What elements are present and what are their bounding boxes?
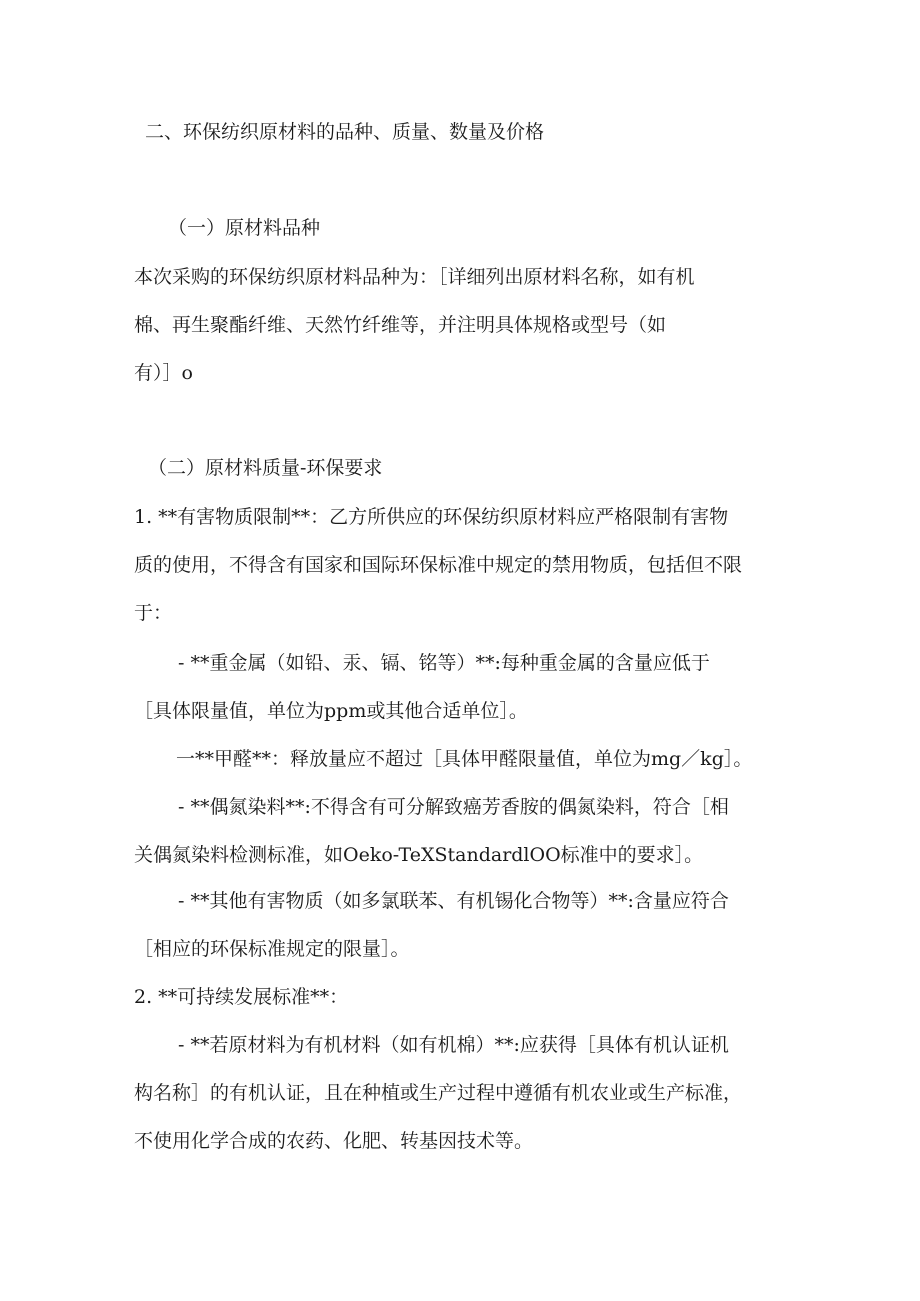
sub-item-line: ［相应的环保标准规定的限量］。 xyxy=(134,938,410,960)
sub-item-line: 不使用化学合成的农药、化肥、转基因技术等。 xyxy=(134,1130,534,1152)
list-item-line: 质的使用，不得含有国家和国际环保标准中规定的禁用物质，包括但不限 xyxy=(134,554,743,576)
sub-item-line: 一**甲醛**：释放量应不超过［具体甲醛限量值，单位为mg／kg］。 xyxy=(176,748,753,770)
sub-item-line: 关偶氮染料检测标准，如Oeko-TeXStandardlOO标准中的要求］。 xyxy=(134,844,704,866)
list-item-line: 1. **有害物质限制**：乙方所供应的环保纺织原材料应严格限制有害物 xyxy=(134,506,729,528)
paragraph-line: 本次采购的环保纺织原材料品种为：［详细列出原材料名称，如有机 xyxy=(134,266,695,288)
sub-item-line: 构名称］的有机认证，且在种植或生产过程中遵循有机农业或生产标准， xyxy=(134,1082,743,1104)
sub-item-line: - **重金属（如铅、汞、镉、铭等）**:每种重金属的含量应低于 xyxy=(178,652,710,674)
subsection-heading-varieties: （一）原材料品种 xyxy=(168,217,321,239)
subsection-heading-quality: （二）原材料质量-环保要求 xyxy=(148,457,383,479)
sub-item-line: - **偶氮染料**:不得含有可分解致癌芳香胺的偶氮染料，符合［相 xyxy=(178,796,729,818)
list-item-line: 2. **可持续发展标准**： xyxy=(134,986,349,1008)
list-item-line: 于： xyxy=(134,602,173,624)
paragraph-line: 有）］o xyxy=(134,362,193,384)
sub-item-line: - **其他有害物质（如多氯联苯、有机锡化合物等）**:含量应符合 xyxy=(178,890,729,912)
paragraph-line: 棉、再生聚酯纤维、天然竹纤维等，并注明具体规格或型号（如 xyxy=(134,314,667,336)
section-title: 二、环保纺织原材料的品种、质量、数量及价格 xyxy=(145,121,545,143)
sub-item-line: ［具体限量值，单位为ppm或其他合适单位］。 xyxy=(134,700,528,722)
sub-item-line: - **若原材料为有机材料（如有机棉）**:应获得［具体有机认证机 xyxy=(178,1034,729,1056)
